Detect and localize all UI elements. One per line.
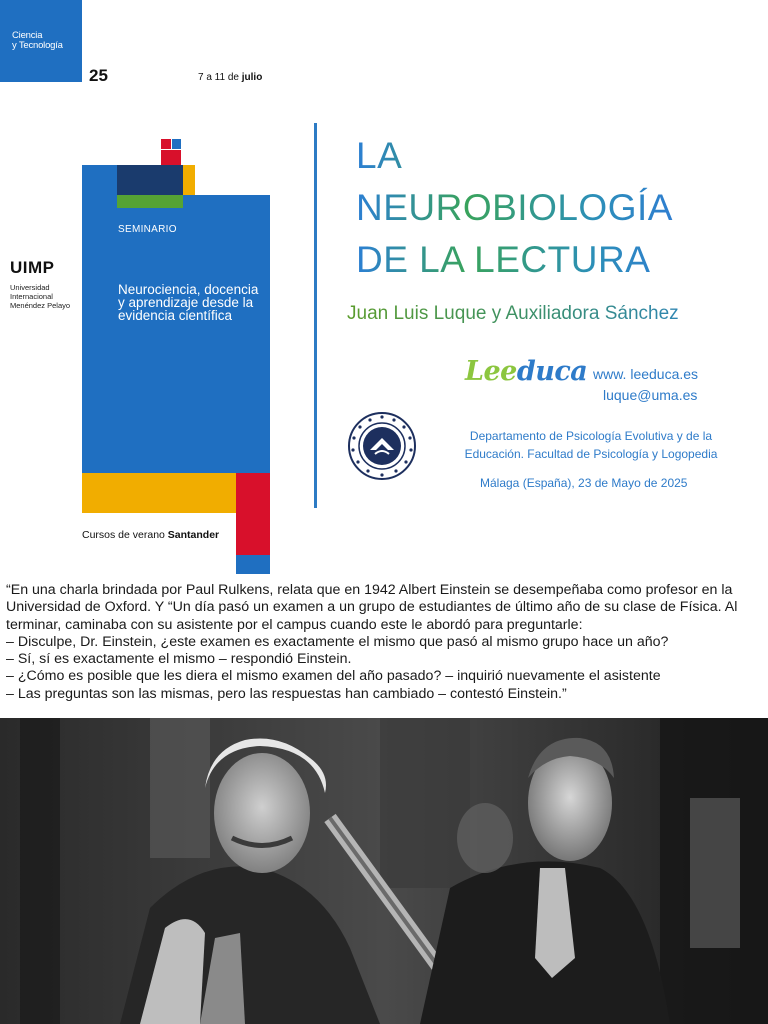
leeduca-logo-part2: duca <box>516 356 588 387</box>
poster-square-blue-left <box>82 165 117 195</box>
uimp-name-line2: Internacional <box>10 292 53 301</box>
poster-main-panel <box>82 195 270 473</box>
poster-footer-prefix: Cursos de verano <box>82 529 168 541</box>
place-and-date: Málaga (España), 23 de Mayo de 2025 <box>480 476 688 490</box>
leeduca-logo-part1: Lee <box>465 356 517 387</box>
issue-number: 25 <box>89 66 108 85</box>
series-badge <box>0 0 82 82</box>
course-dates <box>198 72 262 83</box>
poster-square-red <box>161 150 181 165</box>
quote-line: – Las preguntas son las mismas, pero las respuestas han cambiado – contestó Einstein.” <box>6 685 567 702</box>
course-dates-prefix: 7 a 11 de <box>198 72 242 83</box>
quote-line: – Disculpe, Dr. Einstein, ¿este examen es exactamente el mismo que pasó al mismo grupo hace un año? <box>6 633 669 650</box>
poster-square-blue-small <box>172 139 181 149</box>
series-badge-label <box>12 31 63 51</box>
poster-bar-green-overlay <box>117 195 183 208</box>
series-badge-line2: y Tecnología <box>12 40 63 51</box>
poster-footer <box>82 529 219 541</box>
poster-bar-blue-bottom <box>236 555 270 574</box>
uimp-logo: UIMP <box>10 258 55 277</box>
poster-footer-city: Santander <box>167 529 220 541</box>
poster-square-yellow-top <box>183 165 195 195</box>
department-info: Departamento de Psicología Evolutiva y de la Educación. Facultad de Psicología y Logopedia <box>464 429 718 461</box>
einstein-quote <box>6 582 766 703</box>
poster-title: Neurociencia, docencia y aprendizaje desde la evidencia científica <box>118 282 259 323</box>
uimp-name-line3: Menéndez Pelayo <box>10 301 71 310</box>
uimp-full-name <box>10 283 80 310</box>
poster-square-navy <box>117 165 183 195</box>
leeduca-logo <box>465 356 587 387</box>
series-badge-line1: Ciencia <box>12 30 43 41</box>
talk-title-line3: DE LA LECTURA <box>356 239 651 280</box>
vertical-divider <box>314 123 317 508</box>
uimp-name-line1: Universidad <box>10 283 50 292</box>
talk-authors: Juan Luis Luque y Auxiliadora Sánchez <box>347 303 679 324</box>
quote-line: – ¿Cómo es posible que les diera el mismo examen del año pasado? – inquirió nuevamente el asistente <box>6 668 661 685</box>
website-link[interactable]: www. leeduca.es <box>593 366 699 382</box>
talk-title-line2: NEUROBIOLOGÍA <box>356 187 673 228</box>
poster-label: SEMINARIO <box>118 224 177 235</box>
talk-title-line1: LA <box>356 135 403 176</box>
course-dates-month: julio <box>241 72 263 83</box>
email-link[interactable]: luque@uma.es <box>603 387 698 403</box>
poster-bar-yellow <box>82 473 236 513</box>
quote-paragraph: “En una charla brindada por Paul Rulkens, relata que en 1942 Albert Einstein se desempeñaba como profesor en la Universidad de Oxford. Y “Un día pasó un examen a un grupo de estudiantes de último año de su clase de Física. Al terminar, caminaba con su asistente por el campus cuando este le abordó para preguntarle: <box>6 582 738 633</box>
talk-title <box>356 130 673 286</box>
poster-square-red-small <box>161 139 171 149</box>
einstein-photo <box>0 718 768 1024</box>
university-seal-icon <box>348 412 416 480</box>
quote-line: – Sí, sí es exactamente el mismo – respondió Einstein. <box>6 651 352 668</box>
poster-bar-red <box>236 473 270 555</box>
